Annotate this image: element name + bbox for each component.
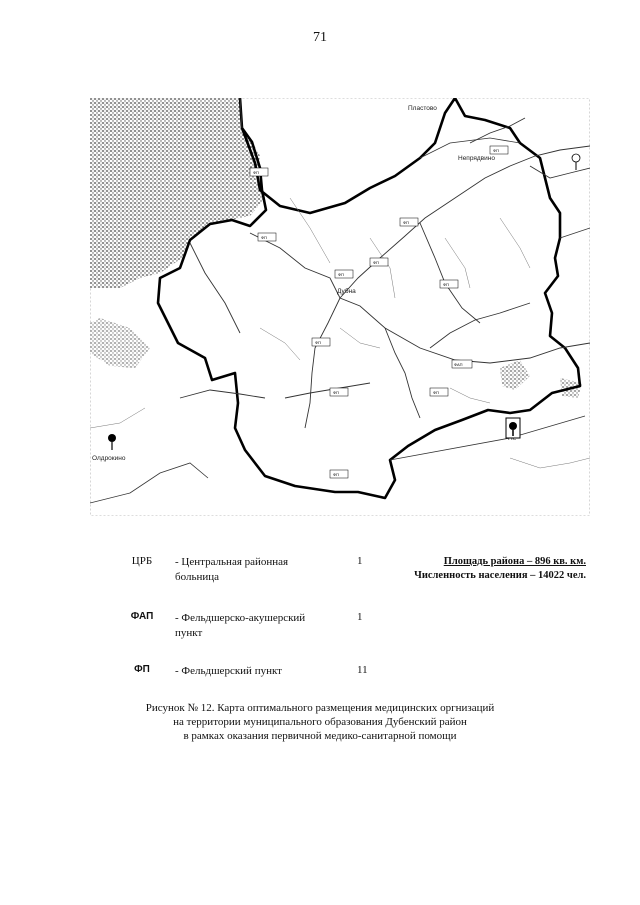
legend-abbr: ФАП [130, 611, 154, 622]
map-canvas [90, 98, 590, 516]
district-population: Численность населения – 14022 чел. [414, 570, 586, 581]
svg-text:ФАП: ФАП [454, 362, 463, 367]
district-map [90, 98, 590, 516]
fp-marker [490, 146, 508, 154]
fp-marker [312, 338, 330, 346]
legend-desc: - Фельдшерско-акушерский пункт [175, 612, 306, 639]
svg-text:ФП: ФП [373, 260, 379, 265]
svg-text:ФП: ФП [253, 170, 259, 175]
svg-text:ФП: ФП [333, 472, 339, 477]
place-plastovo: Пластово [408, 105, 437, 112]
svg-text:ФП: ФП [493, 148, 499, 153]
svg-text:ФП: ФП [403, 220, 409, 225]
place-nepryadvino: Непрядвино [458, 155, 495, 162]
svg-text:ФП: ФП [315, 340, 321, 345]
legend-count: 11 [357, 664, 368, 676]
legend-desc: - Фельдшерский пункт [175, 665, 282, 677]
caption-line: Рисунок № 12. Карта оптимального размещения медицинских оргнизаций [145, 702, 495, 714]
fp-marker [400, 218, 418, 226]
legend-count: 1 [357, 555, 363, 567]
legend-abbr: ФП [134, 664, 150, 675]
fap-marker [452, 360, 472, 368]
fp-marker [430, 388, 448, 396]
svg-text:ФП: ФП [261, 235, 267, 240]
legend-desc: - Центральная районная больница [175, 556, 289, 583]
fp-marker [258, 233, 276, 241]
fp-marker [370, 258, 388, 266]
place-dubna: Дубна [337, 288, 356, 295]
fp-marker [250, 168, 268, 176]
fp-marker [440, 280, 458, 288]
svg-text:ФП: ФП [338, 272, 344, 277]
page-number: 71 [313, 30, 327, 45]
caption-line: на территории муниципального образования Дубенский район [173, 716, 467, 728]
fp-marker [330, 470, 348, 478]
figure-caption [0, 701, 640, 743]
place-oldrokino: Олдрокино [92, 455, 126, 462]
fp-marker [335, 270, 353, 278]
svg-text:ФП: ФП [443, 282, 449, 287]
caption-line: в рамках оказания первичной медико-санитарной помощи [183, 730, 457, 742]
legend-abbr: ЦРБ [131, 555, 153, 567]
fp-marker [330, 388, 348, 396]
legend-count: 1 [357, 611, 363, 623]
svg-text:ФП: ФП [433, 390, 439, 395]
svg-text:ФП: ФП [333, 390, 339, 395]
crb-marker [506, 418, 520, 438]
district-area: Площадь района – 896 кв. км. [443, 556, 586, 567]
